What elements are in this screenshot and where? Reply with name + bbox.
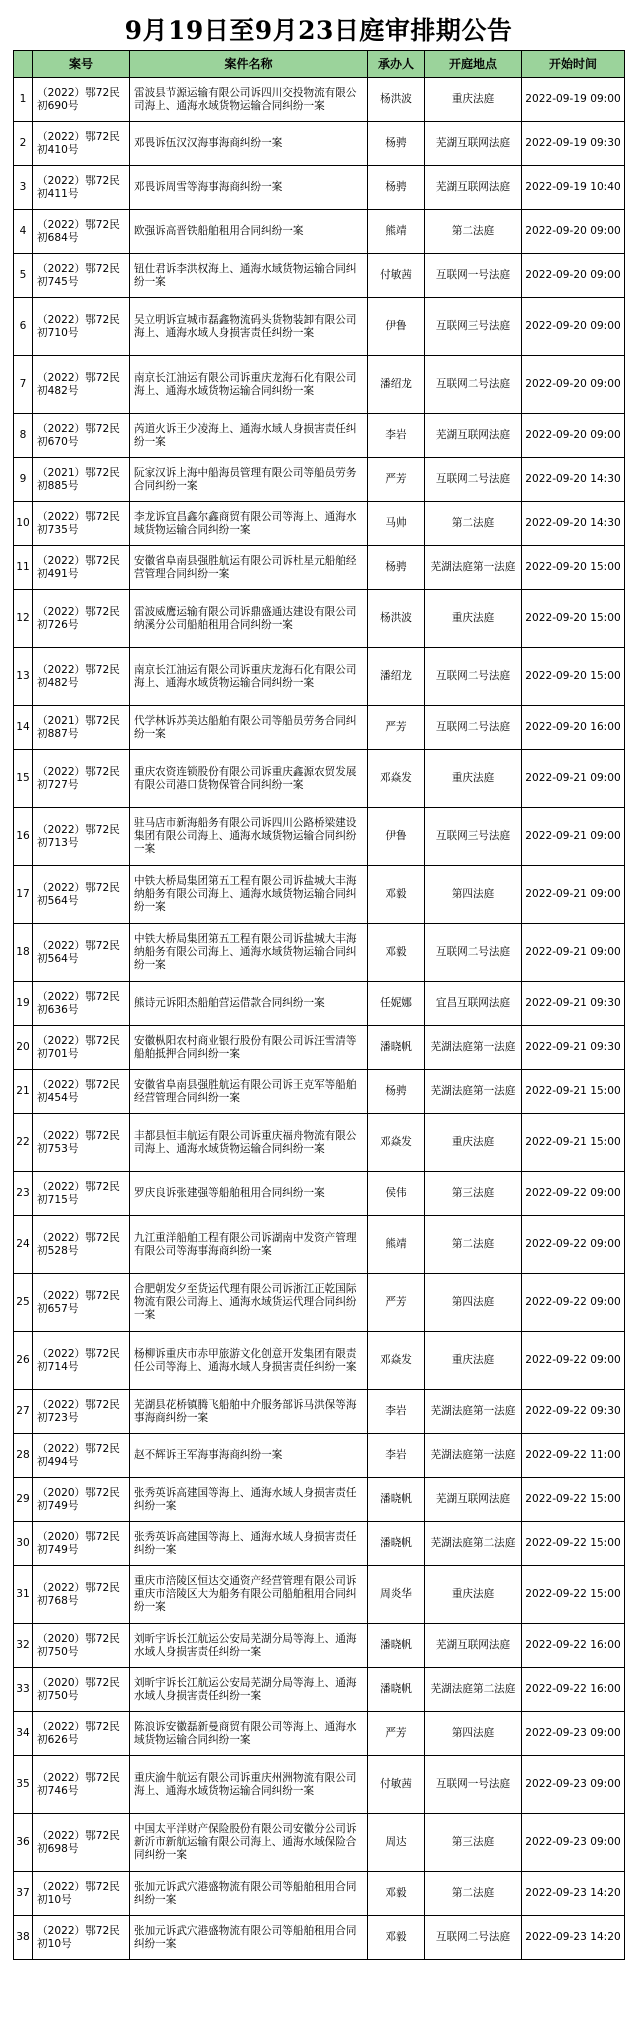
table-row bbox=[14, 1172, 625, 1216]
case-name: 南京长江油运有限公司诉重庆龙海石化有限公司海上、通海水域货物运输合同纠纷一案 bbox=[130, 648, 368, 706]
row-index: 18 bbox=[14, 924, 33, 982]
case-name: 张秀英诉高建国等海上、通海水域人身损害责任纠纷一案 bbox=[130, 1478, 368, 1522]
table-row bbox=[14, 210, 625, 254]
case-number: （2020）鄂72民初749号 bbox=[33, 1522, 130, 1566]
row-index: 21 bbox=[14, 1070, 33, 1114]
case-number: （2022）鄂72民初715号 bbox=[33, 1172, 130, 1216]
judge-name: 潘绍龙 bbox=[368, 648, 425, 706]
judge-name: 杨骋 bbox=[368, 546, 425, 590]
courtroom: 第四法庭 bbox=[425, 1712, 522, 1756]
courtroom: 互联网一号法庭 bbox=[425, 1756, 522, 1814]
case-number: （2022）鄂72民初494号 bbox=[33, 1434, 130, 1478]
courtroom: 第四法庭 bbox=[425, 1274, 522, 1332]
case-name: 代学林诉苏美达船舶有限公司等船员劳务合同纠纷一案 bbox=[130, 706, 368, 750]
case-name: 中国太平洋财产保险股份有限公司安徽分公司诉新沂市新航运输有限公司海上、通海水域保险合同纠纷一案 bbox=[130, 1814, 368, 1872]
courtroom: 芜湖法庭第一法庭 bbox=[425, 1026, 522, 1070]
courtroom: 芜湖互联网法庭 bbox=[425, 1624, 522, 1668]
case-number: （2022）鄂72民初10号 bbox=[33, 1916, 130, 1960]
judge-name: 李岩 bbox=[368, 1390, 425, 1434]
courtroom: 重庆法庭 bbox=[425, 750, 522, 808]
row-index: 30 bbox=[14, 1522, 33, 1566]
row-index: 16 bbox=[14, 808, 33, 866]
case-name: 钮仕君诉李洪权海上、通海水域货物运输合同纠纷一案 bbox=[130, 254, 368, 298]
courtroom: 芜湖法庭第一法庭 bbox=[425, 546, 522, 590]
judge-name: 熊靖 bbox=[368, 1216, 425, 1274]
courtroom: 互联网二号法庭 bbox=[425, 924, 522, 982]
table-body bbox=[14, 78, 625, 1960]
case-number: （2022）鄂72民初410号 bbox=[33, 122, 130, 166]
table-row bbox=[14, 1114, 625, 1172]
case-name: 吴立明诉宣城市磊鑫物流码头货物装卸有限公司海上、通海水域人身损害责任纠纷一案 bbox=[130, 298, 368, 356]
case-name: 芜湖县花桥镇腾飞船舶中介服务部诉马洪保等海事海商纠纷一案 bbox=[130, 1390, 368, 1434]
row-index: 6 bbox=[14, 298, 33, 356]
judge-name: 邓毅 bbox=[368, 866, 425, 924]
table-row bbox=[14, 1756, 625, 1814]
start-time: 2022-09-22 09:00 bbox=[522, 1332, 625, 1390]
table-row bbox=[14, 1566, 625, 1624]
row-index: 37 bbox=[14, 1872, 33, 1916]
row-index: 20 bbox=[14, 1026, 33, 1070]
case-number: （2022）鄂72民初714号 bbox=[33, 1332, 130, 1390]
row-index: 23 bbox=[14, 1172, 33, 1216]
start-time: 2022-09-23 14:20 bbox=[522, 1872, 625, 1916]
start-time: 2022-09-20 15:00 bbox=[522, 546, 625, 590]
row-index: 29 bbox=[14, 1478, 33, 1522]
row-index: 22 bbox=[14, 1114, 33, 1172]
start-time: 2022-09-21 09:00 bbox=[522, 924, 625, 982]
start-time: 2022-09-23 09:00 bbox=[522, 1712, 625, 1756]
start-time: 2022-09-20 14:30 bbox=[522, 502, 625, 546]
row-index: 8 bbox=[14, 414, 33, 458]
judge-name: 周炎华 bbox=[368, 1566, 425, 1624]
case-name: 安徽省阜南县强胜航运有限公司诉杜星元船舶经营管理合同纠纷一案 bbox=[130, 546, 368, 590]
case-name: 罗庆良诉张建强等船舶租用合同纠纷一案 bbox=[130, 1172, 368, 1216]
judge-name: 杨骋 bbox=[368, 166, 425, 210]
table-header bbox=[14, 51, 625, 78]
courtroom: 芜湖互联网法庭 bbox=[425, 414, 522, 458]
row-index: 24 bbox=[14, 1216, 33, 1274]
table-row bbox=[14, 1872, 625, 1916]
judge-name: 严芳 bbox=[368, 1712, 425, 1756]
start-time: 2022-09-20 16:00 bbox=[522, 706, 625, 750]
case-name: 欧强诉高晋铁船舶租用合同纠纷一案 bbox=[130, 210, 368, 254]
judge-name: 潘晓帆 bbox=[368, 1026, 425, 1070]
courtroom: 芜湖法庭第一法庭 bbox=[425, 1390, 522, 1434]
header-case-number: 案号 bbox=[33, 51, 130, 78]
judge-name: 侯伟 bbox=[368, 1172, 425, 1216]
case-number: （2022）鄂72民初690号 bbox=[33, 78, 130, 122]
table-row bbox=[14, 546, 625, 590]
case-number: （2022）鄂72民初491号 bbox=[33, 546, 130, 590]
case-number: （2022）鄂72民初684号 bbox=[33, 210, 130, 254]
row-index: 4 bbox=[14, 210, 33, 254]
courtroom: 重庆法庭 bbox=[425, 1566, 522, 1624]
table-row bbox=[14, 982, 625, 1026]
table-row bbox=[14, 1814, 625, 1872]
case-name: 张加元诉武穴港盛物流有限公司等船舶租用合同纠纷一案 bbox=[130, 1872, 368, 1916]
start-time: 2022-09-22 15:00 bbox=[522, 1522, 625, 1566]
table-row bbox=[14, 750, 625, 808]
case-name: 刘昕宇诉长江航运公安局芜湖分局等海上、通海水域人身损害责任纠纷一案 bbox=[130, 1668, 368, 1712]
row-index: 9 bbox=[14, 458, 33, 502]
case-number: （2022）鄂72民初735号 bbox=[33, 502, 130, 546]
table-row bbox=[14, 1216, 625, 1274]
table-row bbox=[14, 1390, 625, 1434]
row-index: 1 bbox=[14, 78, 33, 122]
row-index: 25 bbox=[14, 1274, 33, 1332]
case-name: 重庆农资连锁股份有限公司诉重庆鑫源农贸发展有限公司港口货物保管合同纠纷一案 bbox=[130, 750, 368, 808]
case-number: （2022）鄂72民初564号 bbox=[33, 924, 130, 982]
case-number: （2022）鄂72民初670号 bbox=[33, 414, 130, 458]
case-number: （2022）鄂72民初753号 bbox=[33, 1114, 130, 1172]
judge-name: 伊鲁 bbox=[368, 298, 425, 356]
start-time: 2022-09-21 09:30 bbox=[522, 1026, 625, 1070]
courtroom: 宜昌互联网法庭 bbox=[425, 982, 522, 1026]
table-row bbox=[14, 1332, 625, 1390]
courtroom: 互联网一号法庭 bbox=[425, 254, 522, 298]
header-start-time: 开始时间 bbox=[522, 51, 625, 78]
table-row bbox=[14, 1916, 625, 1960]
courtroom: 芜湖互联网法庭 bbox=[425, 166, 522, 210]
start-time: 2022-09-21 09:30 bbox=[522, 982, 625, 1026]
judge-name: 任妮娜 bbox=[368, 982, 425, 1026]
start-time: 2022-09-21 09:00 bbox=[522, 808, 625, 866]
case-name: 安徽省阜南县强胜航运有限公司诉王克军等船舶经营管理合同纠纷一案 bbox=[130, 1070, 368, 1114]
start-time: 2022-09-22 09:00 bbox=[522, 1172, 625, 1216]
row-index: 32 bbox=[14, 1624, 33, 1668]
header-case-name: 案件名称 bbox=[130, 51, 368, 78]
table-row bbox=[14, 648, 625, 706]
case-name: 中铁大桥局集团第五工程有限公司诉盐城大丰海纳船务有限公司海上、通海水域货物运输合同纠纷一案 bbox=[130, 866, 368, 924]
table-row bbox=[14, 1274, 625, 1332]
case-number: （2022）鄂72民初411号 bbox=[33, 166, 130, 210]
start-time: 2022-09-22 09:30 bbox=[522, 1390, 625, 1434]
judge-name: 伊鲁 bbox=[368, 808, 425, 866]
start-time: 2022-09-21 09:00 bbox=[522, 750, 625, 808]
judge-name: 杨洪波 bbox=[368, 78, 425, 122]
row-index: 10 bbox=[14, 502, 33, 546]
case-name: 中铁大桥局集团第五工程有限公司诉盐城大丰海纳船务有限公司海上、通海水域货物运输合同纠纷一案 bbox=[130, 924, 368, 982]
courtroom: 重庆法庭 bbox=[425, 590, 522, 648]
case-name: 李龙诉宜昌鑫尔鑫商贸有限公司等海上、通海水域货物运输合同纠纷一案 bbox=[130, 502, 368, 546]
row-index: 38 bbox=[14, 1916, 33, 1960]
case-name: 阮家汉诉上海中船海员管理有限公司等船员劳务合同纠纷一案 bbox=[130, 458, 368, 502]
table-row bbox=[14, 122, 625, 166]
courtroom: 芜湖法庭第二法庭 bbox=[425, 1668, 522, 1712]
case-name: 张加元诉武穴港盛物流有限公司等船舶租用合同纠纷一案 bbox=[130, 1916, 368, 1960]
row-index: 27 bbox=[14, 1390, 33, 1434]
judge-name: 严芳 bbox=[368, 1274, 425, 1332]
row-index: 19 bbox=[14, 982, 33, 1026]
judge-name: 李岩 bbox=[368, 414, 425, 458]
row-index: 28 bbox=[14, 1434, 33, 1478]
judge-name: 付敏茜 bbox=[368, 1756, 425, 1814]
table-row bbox=[14, 1478, 625, 1522]
row-index: 3 bbox=[14, 166, 33, 210]
courtroom: 第二法庭 bbox=[425, 1216, 522, 1274]
table-row bbox=[14, 458, 625, 502]
table-row bbox=[14, 924, 625, 982]
judge-name: 邓毅 bbox=[368, 1872, 425, 1916]
start-time: 2022-09-23 14:20 bbox=[522, 1916, 625, 1960]
courtroom: 第三法庭 bbox=[425, 1172, 522, 1216]
judge-name: 潘晓帆 bbox=[368, 1522, 425, 1566]
header-courtroom: 开庭地点 bbox=[425, 51, 522, 78]
case-number: （2022）鄂72民初564号 bbox=[33, 866, 130, 924]
courtroom: 互联网二号法庭 bbox=[425, 706, 522, 750]
table-row bbox=[14, 414, 625, 458]
case-name: 张秀英诉高建国等海上、通海水域人身损害责任纠纷一案 bbox=[130, 1522, 368, 1566]
case-number: （2022）鄂72民初482号 bbox=[33, 648, 130, 706]
start-time: 2022-09-20 09:00 bbox=[522, 414, 625, 458]
table-row bbox=[14, 866, 625, 924]
courtroom: 互联网三号法庭 bbox=[425, 298, 522, 356]
case-number: （2022）鄂72民初768号 bbox=[33, 1566, 130, 1624]
start-time: 2022-09-23 09:00 bbox=[522, 1756, 625, 1814]
table-row bbox=[14, 254, 625, 298]
start-time: 2022-09-20 09:00 bbox=[522, 254, 625, 298]
judge-name: 潘绍龙 bbox=[368, 356, 425, 414]
start-time: 2022-09-21 09:00 bbox=[522, 866, 625, 924]
table-row bbox=[14, 1624, 625, 1668]
judge-name: 李岩 bbox=[368, 1434, 425, 1478]
case-name: 雷波县节源运输有限公司诉四川交投物流有限公司海上、通海水域货物运输合同纠纷一案 bbox=[130, 78, 368, 122]
table-row bbox=[14, 166, 625, 210]
case-name: 赵不辉诉王军海事海商纠纷一案 bbox=[130, 1434, 368, 1478]
table-row bbox=[14, 808, 625, 866]
judge-name: 潘晓帆 bbox=[368, 1624, 425, 1668]
courtroom: 重庆法庭 bbox=[425, 1332, 522, 1390]
table-row bbox=[14, 706, 625, 750]
table-row bbox=[14, 1522, 625, 1566]
case-name: 驻马店市新海船务有限公司诉四川公路桥梁建设集团有限公司海上、通海水域货物运输合同纠纷一案 bbox=[130, 808, 368, 866]
case-name: 杨柳诉重庆市赤甲旅游文化创意开发集团有限责任公司等海上、通海水域人身损害责任纠纷一案 bbox=[130, 1332, 368, 1390]
case-number: （2022）鄂72民初713号 bbox=[33, 808, 130, 866]
case-number: （2022）鄂72民初710号 bbox=[33, 298, 130, 356]
courtroom: 互联网二号法庭 bbox=[425, 648, 522, 706]
case-name: 南京长江油运有限公司诉重庆龙海石化有限公司海上、通海水域货物运输合同纠纷一案 bbox=[130, 356, 368, 414]
case-name: 合肥朝发夕至货运代理有限公司诉浙江正乾国际物流有限公司海上、通海水域货运代理合同纠纷一案 bbox=[130, 1274, 368, 1332]
courtroom: 芜湖互联网法庭 bbox=[425, 122, 522, 166]
row-index: 35 bbox=[14, 1756, 33, 1814]
case-number: （2022）鄂72民初636号 bbox=[33, 982, 130, 1026]
row-index: 26 bbox=[14, 1332, 33, 1390]
case-name: 熊诗元诉阳杰船舶营运借款合同纠纷一案 bbox=[130, 982, 368, 1026]
case-number: （2022）鄂72民初723号 bbox=[33, 1390, 130, 1434]
start-time: 2022-09-20 14:30 bbox=[522, 458, 625, 502]
judge-name: 邓焱发 bbox=[368, 1332, 425, 1390]
judge-name: 周达 bbox=[368, 1814, 425, 1872]
case-name: 陈浪诉安徽磊新曼商贸有限公司等海上、通海水域货物运输合同纠纷一案 bbox=[130, 1712, 368, 1756]
case-name: 重庆渝牛航运有限公司诉重庆州洲物流有限公司海上、通海水域货物运输合同纠纷一案 bbox=[130, 1756, 368, 1814]
start-time: 2022-09-22 16:00 bbox=[522, 1624, 625, 1668]
start-time: 2022-09-19 09:30 bbox=[522, 122, 625, 166]
case-number: （2022）鄂72民初454号 bbox=[33, 1070, 130, 1114]
row-index: 15 bbox=[14, 750, 33, 808]
start-time: 2022-09-22 16:00 bbox=[522, 1668, 625, 1712]
start-time: 2022-09-22 09:00 bbox=[522, 1216, 625, 1274]
courtroom: 重庆法庭 bbox=[425, 1114, 522, 1172]
case-number: （2020）鄂72民初750号 bbox=[33, 1668, 130, 1712]
table-row bbox=[14, 1434, 625, 1478]
judge-name: 潘晓帆 bbox=[368, 1478, 425, 1522]
judge-name: 邓毅 bbox=[368, 924, 425, 982]
courtroom: 互联网二号法庭 bbox=[425, 1916, 522, 1960]
courtroom: 芜湖法庭第二法庭 bbox=[425, 1522, 522, 1566]
judge-name: 熊靖 bbox=[368, 210, 425, 254]
judge-name: 付敏茜 bbox=[368, 254, 425, 298]
courtroom: 重庆法庭 bbox=[425, 78, 522, 122]
courtroom: 互联网三号法庭 bbox=[425, 808, 522, 866]
judge-name: 杨骋 bbox=[368, 1070, 425, 1114]
case-number: （2020）鄂72民初750号 bbox=[33, 1624, 130, 1668]
case-number: （2020）鄂72民初749号 bbox=[33, 1478, 130, 1522]
courtroom: 第二法庭 bbox=[425, 502, 522, 546]
courtroom: 芜湖互联网法庭 bbox=[425, 1478, 522, 1522]
case-name: 刘昕宇诉长江航运公安局芜湖分局等海上、通海水域人身损害责任纠纷一案 bbox=[130, 1624, 368, 1668]
judge-name: 杨骋 bbox=[368, 122, 425, 166]
courtroom: 互联网二号法庭 bbox=[425, 356, 522, 414]
row-index: 2 bbox=[14, 122, 33, 166]
table-row bbox=[14, 1712, 625, 1756]
judge-name: 邓毅 bbox=[368, 1916, 425, 1960]
case-name: 邓畏诉伍汉汉海事海商纠纷一案 bbox=[130, 122, 368, 166]
case-number: （2022）鄂72民初726号 bbox=[33, 590, 130, 648]
row-index: 12 bbox=[14, 590, 33, 648]
start-time: 2022-09-20 09:00 bbox=[522, 298, 625, 356]
start-time: 2022-09-20 15:00 bbox=[522, 590, 625, 648]
case-number: （2022）鄂72民初746号 bbox=[33, 1756, 130, 1814]
courtroom: 第三法庭 bbox=[425, 1814, 522, 1872]
table-row bbox=[14, 1026, 625, 1070]
case-number: （2022）鄂72民初482号 bbox=[33, 356, 130, 414]
table-row bbox=[14, 1668, 625, 1712]
start-time: 2022-09-20 09:00 bbox=[522, 356, 625, 414]
case-number: （2022）鄂72民初745号 bbox=[33, 254, 130, 298]
header-judge: 承办人 bbox=[368, 51, 425, 78]
courtroom: 第二法庭 bbox=[425, 1872, 522, 1916]
table-row bbox=[14, 356, 625, 414]
start-time: 2022-09-22 15:00 bbox=[522, 1478, 625, 1522]
case-name: 邓畏诉周雪等海事海商纠纷一案 bbox=[130, 166, 368, 210]
case-name: 芮道火诉王少凌海上、通海水域人身损害责任纠纷一案 bbox=[130, 414, 368, 458]
judge-name: 马帅 bbox=[368, 502, 425, 546]
row-index: 7 bbox=[14, 356, 33, 414]
row-index: 5 bbox=[14, 254, 33, 298]
start-time: 2022-09-22 09:00 bbox=[522, 1274, 625, 1332]
case-number: （2022）鄂72民初10号 bbox=[33, 1872, 130, 1916]
courtroom: 芜湖法庭第一法庭 bbox=[425, 1070, 522, 1114]
row-index: 31 bbox=[14, 1566, 33, 1624]
start-time: 2022-09-22 11:00 bbox=[522, 1434, 625, 1478]
table-row bbox=[14, 1070, 625, 1114]
judge-name: 杨洪波 bbox=[368, 590, 425, 648]
table-row bbox=[14, 78, 625, 122]
courtroom: 芜湖法庭第一法庭 bbox=[425, 1434, 522, 1478]
courtroom: 互联网二号法庭 bbox=[425, 458, 522, 502]
table-row bbox=[14, 502, 625, 546]
case-number: （2022）鄂72民初727号 bbox=[33, 750, 130, 808]
row-index: 14 bbox=[14, 706, 33, 750]
case-number: （2022）鄂72民初528号 bbox=[33, 1216, 130, 1274]
start-time: 2022-09-20 15:00 bbox=[522, 648, 625, 706]
start-time: 2022-09-23 09:00 bbox=[522, 1814, 625, 1872]
page-title: 9月19日至9月23日庭审排期公告 bbox=[124, 16, 513, 45]
row-index: 33 bbox=[14, 1668, 33, 1712]
case-number: （2022）鄂72民初657号 bbox=[33, 1274, 130, 1332]
case-name: 九江重洋船舶工程有限公司诉湖南中发资产管理有限公司等海事海商纠纷一案 bbox=[130, 1216, 368, 1274]
judge-name: 潘晓帆 bbox=[368, 1668, 425, 1712]
case-number: （2022）鄂72民初626号 bbox=[33, 1712, 130, 1756]
case-number: （2021）鄂72民初885号 bbox=[33, 458, 130, 502]
start-time: 2022-09-19 10:40 bbox=[522, 166, 625, 210]
row-index: 34 bbox=[14, 1712, 33, 1756]
table-row bbox=[14, 298, 625, 356]
start-time: 2022-09-21 15:00 bbox=[522, 1070, 625, 1114]
row-index: 17 bbox=[14, 866, 33, 924]
row-index: 13 bbox=[14, 648, 33, 706]
case-name: 雷波威鹰运输有限公司诉鼎盛通达建设有限公司纳溪分公司船舶租用合同纠纷一案 bbox=[130, 590, 368, 648]
case-name: 丰都县恒丰航运有限公司诉重庆福舟物流有限公司海上、通海水域货物运输合同纠纷一案 bbox=[130, 1114, 368, 1172]
schedule-table bbox=[13, 50, 625, 1960]
start-time: 2022-09-19 09:00 bbox=[522, 78, 625, 122]
start-time: 2022-09-21 15:00 bbox=[522, 1114, 625, 1172]
courtroom: 第四法庭 bbox=[425, 866, 522, 924]
header-index bbox=[14, 51, 33, 78]
courtroom: 第二法庭 bbox=[425, 210, 522, 254]
case-number: （2022）鄂72民初698号 bbox=[33, 1814, 130, 1872]
start-time: 2022-09-20 09:00 bbox=[522, 210, 625, 254]
judge-name: 严芳 bbox=[368, 706, 425, 750]
case-number: （2021）鄂72民初887号 bbox=[33, 706, 130, 750]
case-number: （2022）鄂72民初701号 bbox=[33, 1026, 130, 1070]
row-index: 36 bbox=[14, 1814, 33, 1872]
case-name: 重庆市涪陵区恒达交通资产经营管理有限公司诉重庆市涪陵区大为船务有限公司船舶租用合同纠纷一案 bbox=[130, 1566, 368, 1624]
judge-name: 严芳 bbox=[368, 458, 425, 502]
case-name: 安徽枞阳农村商业银行股份有限公司诉汪雪清等船舶抵押合同纠纷一案 bbox=[130, 1026, 368, 1070]
judge-name: 邓焱发 bbox=[368, 750, 425, 808]
table-row bbox=[14, 590, 625, 648]
judge-name: 邓焱发 bbox=[368, 1114, 425, 1172]
row-index: 11 bbox=[14, 546, 33, 590]
start-time: 2022-09-22 15:00 bbox=[522, 1566, 625, 1624]
